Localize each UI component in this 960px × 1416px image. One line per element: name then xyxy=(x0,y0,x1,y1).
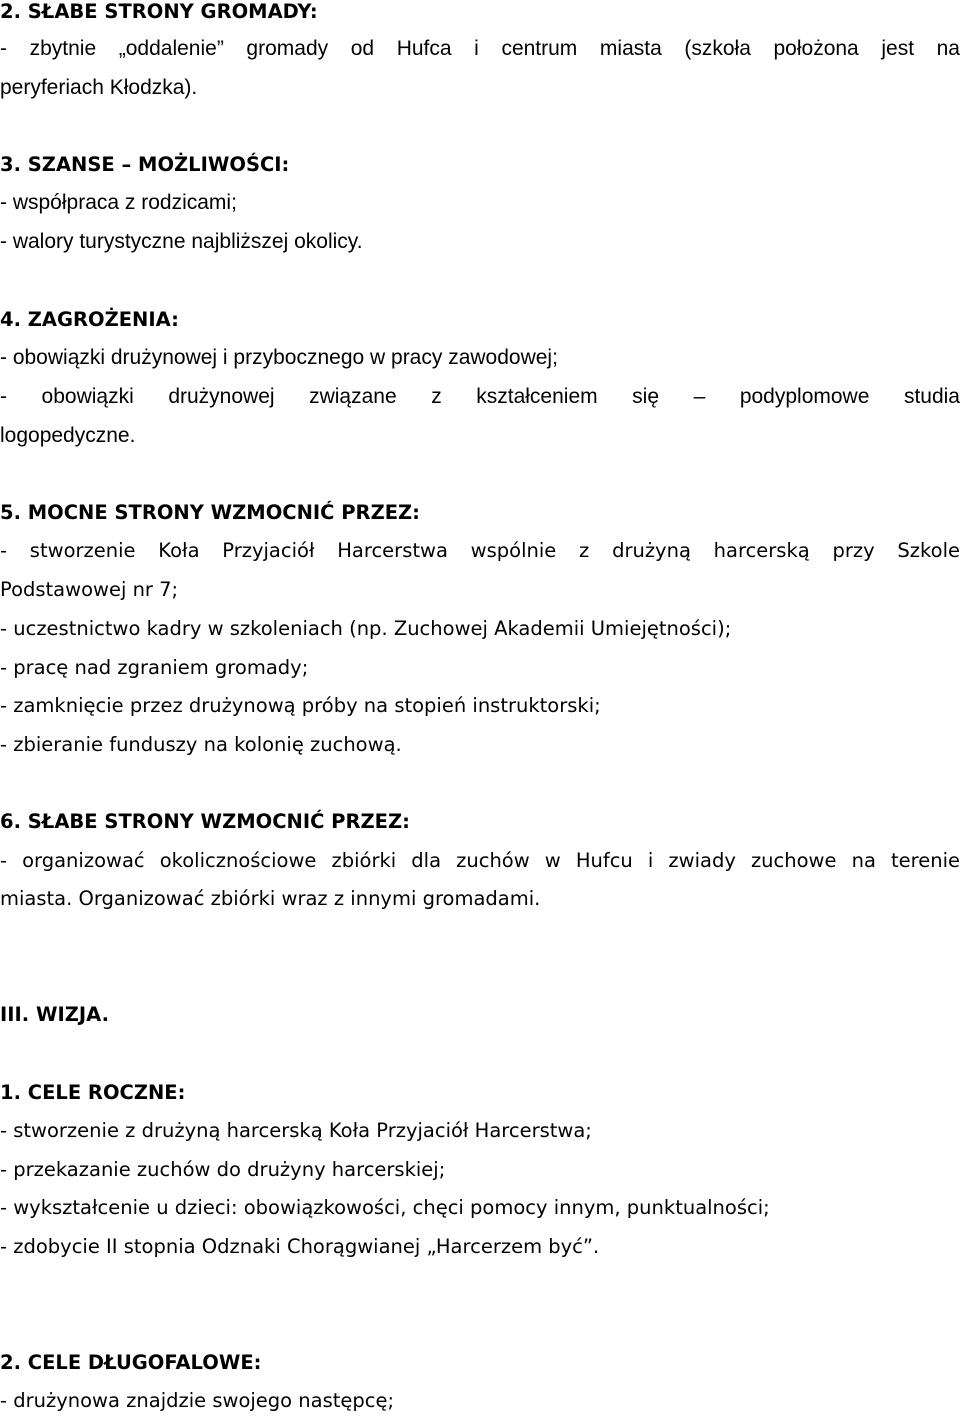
list-item: - zdobycie II stopnia Odznaki Chorągwianej „Harcerzem być”. xyxy=(0,1235,600,1258)
chapter-heading-vision: III. WIZJA. xyxy=(0,1003,109,1026)
list-item: - obowiązki drużynowej i przybocznego w pracy zawodowej; xyxy=(0,346,558,369)
section-heading-long-term-goals: 2. CELE DŁUGOFALOWE: xyxy=(0,1351,262,1374)
list-item: - współpraca z rodzicami; xyxy=(0,191,237,214)
list-item-continuation: Podstawowej nr 7; xyxy=(0,578,179,601)
list-item: - stworzenie z drużyną harcerską Koła Przyjaciół Harcerstwa; xyxy=(0,1119,592,1142)
list-item: - zbytnie „oddalenie” gromady od Hufca i centrum miasta (szkoła położona jest na xyxy=(0,37,960,60)
list-item: - walory turystyczne najbliższej okolicy. xyxy=(0,230,363,253)
list-item: - zamknięcie przez drużynową próby na stopień instruktorski; xyxy=(0,694,601,717)
section-heading-strengthen-weaknesses: 6. SŁABE STRONY WZMOCNIĆ PRZEZ: xyxy=(0,810,410,833)
list-item: - zbieranie funduszy na kolonię zuchową. xyxy=(0,733,402,756)
list-item: - obowiązki drużynowej związane z kształceniem się – podyplomowe studia xyxy=(0,385,960,408)
section-heading-opportunities: 3. SZANSE – MOŻLIWOŚCI: xyxy=(0,153,290,176)
list-item: - pracę nad zgraniem gromady; xyxy=(0,656,309,679)
section-heading-threats: 4. ZAGROŻENIA: xyxy=(0,308,179,331)
list-item: - uczestnictwo kadry w szkoleniach (np. Zuchowej Akademii Umiejętności); xyxy=(0,617,732,640)
section-heading-annual-goals: 1. CELE ROCZNE: xyxy=(0,1081,186,1104)
list-item-continuation: peryferiach Kłodzka). xyxy=(0,76,198,99)
section-heading-weaknesses: 2. SŁABE STRONY GROMADY: xyxy=(0,0,318,23)
list-item: - wykształcenie u dzieci: obowiązkowości, chęci pomocy innym, punktualności; xyxy=(0,1196,770,1219)
list-item-continuation: miasta. Organizować zbiórki wraz z innymi gromadami. xyxy=(0,887,541,910)
list-item-continuation: logopedyczne. xyxy=(0,424,136,447)
section-heading-strengthen-strengths: 5. MOCNE STRONY WZMOCNIĆ PRZEZ: xyxy=(0,501,420,524)
list-item: - przekazanie zuchów do drużyny harcerskiej; xyxy=(0,1158,446,1181)
list-item: - stworzenie Koła Przyjaciół Harcerstwa wspólnie z drużyną harcerską przy Szkole xyxy=(0,539,960,562)
list-item: - organizować okolicznościowe zbiórki dla zuchów w Hufcu i zwiady zuchowe na terenie xyxy=(0,849,960,872)
list-item: - drużynowa znajdzie swojego następcę; xyxy=(0,1389,395,1412)
